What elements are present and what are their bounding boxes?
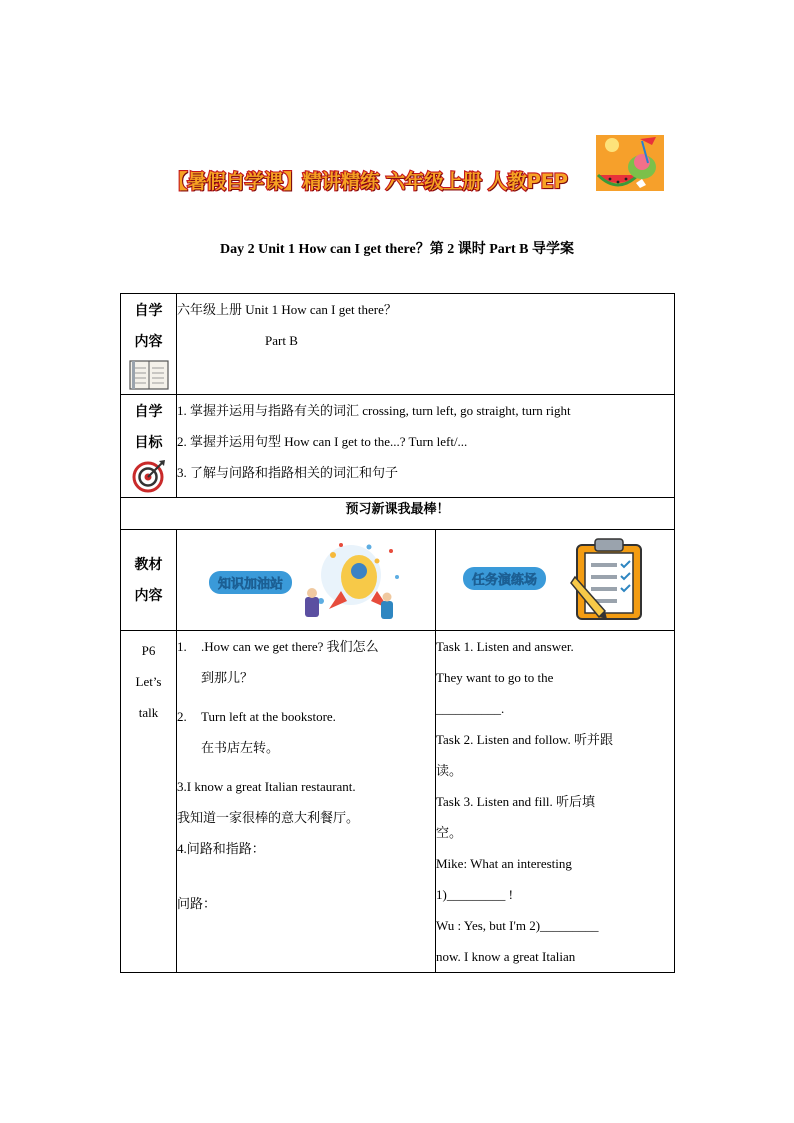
row-label: 自学 目标: [134, 404, 163, 451]
clipboard-checklist-icon: [569, 537, 649, 621]
task-2: Task 2. Listen and follow. 听并跟: [436, 732, 613, 747]
goals-cell: [177, 395, 675, 498]
key-point-3: 3.I know a great Italian restaurant.: [177, 779, 356, 794]
notebook-icon: [129, 360, 169, 390]
task-1: Task 1. Listen and answer.: [436, 639, 574, 654]
content-line-2: Part B: [265, 333, 298, 348]
banner-title: 【暑假自学课】精讲精练 六年级上册 人教PEP: [168, 170, 568, 193]
task-3-cont: 空。: [436, 825, 463, 840]
key-point-2-cont: 在书店左转。: [201, 740, 280, 755]
watermelon-drink-icon: [596, 135, 664, 191]
row-materials: [121, 530, 675, 631]
goal-item-2: 2. 掌握并运用句型 How can I get to the...? Turn left/...: [177, 434, 468, 449]
knowledge-station-image: [177, 530, 436, 631]
content-line-1: 六年级上册 Unit 1 How can I get there？: [177, 302, 397, 317]
key-point-4: 4.问路和指路：: [177, 841, 265, 856]
task-3: Task 3. Listen and fill. 听后填: [436, 794, 596, 809]
label-cell: [121, 395, 177, 498]
row-preview-banner: [121, 498, 675, 530]
row-label: 教材 内容: [134, 557, 163, 604]
label-cell: [121, 530, 177, 631]
knowledge-station-title: 知识加油站: [209, 571, 292, 594]
row-p6-lets-talk: [121, 631, 675, 973]
goal-item-1: 1. 掌握并运用与指路有关的词汇 crossing, turn left, go straight, turn right: [177, 403, 571, 418]
row-label: P6 Let’s talk: [135, 643, 162, 720]
dialogue-line-2: 1)_________ !: [436, 887, 513, 902]
dialogue-line-4: now. I know a great Italian: [436, 949, 576, 964]
goal-item-3: 3. 了解与问路和指路相关的词汇和句子: [177, 465, 399, 480]
content-cell: [177, 294, 675, 395]
dialogue-line-1: Mike: What an interesting: [436, 856, 572, 871]
key-point-2: 2. Turn left at the bookstore.: [177, 709, 336, 724]
target-icon: [132, 459, 166, 493]
row-label: 自学 内容: [134, 303, 163, 350]
key-point-3-cn: 我知道一家很棒的意大利餐厅。: [177, 810, 360, 825]
dialogue-line-3: Wu : Yes, but I'm 2)_________: [436, 918, 599, 933]
key-point-1: 1. .How can we get there? 我们怎么: [177, 639, 379, 654]
key-points-cell: [177, 631, 436, 973]
task-2-cont: 读。: [436, 763, 463, 778]
study-guide-table: [120, 293, 675, 973]
row-self-study-goals: [121, 395, 675, 498]
key-point-5: 问路：: [177, 896, 217, 911]
lesson-subtitle: Day 2 Unit 1 How can I get there？第 2 课时 Part B 导学案: [220, 242, 574, 257]
row-self-study-content: [121, 294, 675, 395]
label-cell: [121, 294, 177, 395]
label-cell: [121, 631, 177, 973]
key-point-1-cont: 到那儿？: [201, 670, 254, 685]
task-practice-title: 任务演练场: [463, 567, 546, 590]
tasks-cell: [436, 631, 675, 973]
task-1-question: They want to go to the: [436, 670, 554, 685]
task-practice-image: [436, 530, 675, 631]
task-1-blank: __________.: [436, 701, 505, 716]
preview-banner: 预习新课我最棒！: [121, 498, 675, 530]
